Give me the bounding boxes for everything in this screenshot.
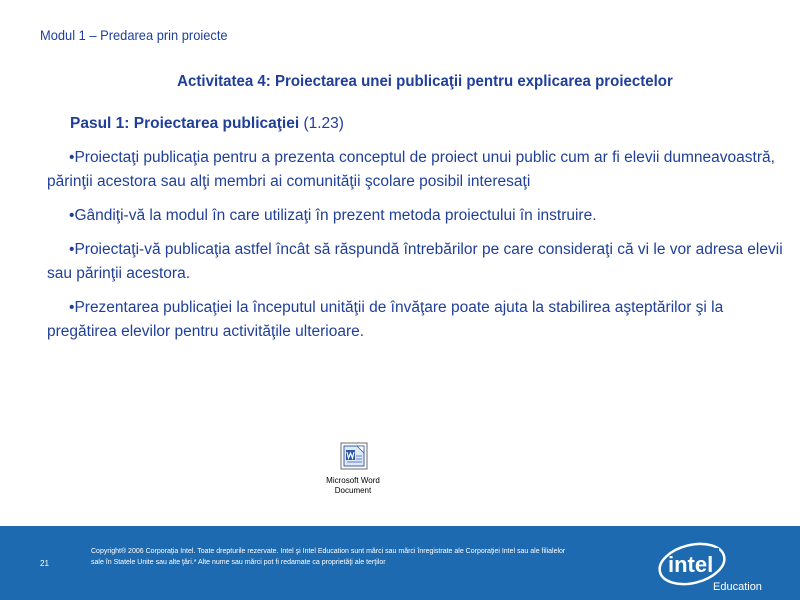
- bullet-item-3: [47, 238, 787, 286]
- module-header: Modul 1 – Predarea prin proiecte: [40, 27, 228, 43]
- step-ref: (1.23): [303, 115, 344, 132]
- bullet-marker: •: [69, 241, 75, 258]
- intel-education-logo: [655, 536, 765, 596]
- step-heading: [47, 112, 787, 136]
- bullet-text: Proiectaţi-vă publicaţia astfel încât să răspundă întrebărilor pe care consideraţi că vi le vor adresa elevii sau părinţii acestora.: [47, 241, 783, 282]
- bullet-item-1: [47, 146, 787, 194]
- bullet-marker: •: [69, 207, 75, 224]
- bullet-text: Proiectaţi publicaţia pentru a prezenta conceptul de proiect unui public cum ar fi elevii dumneavoastră, părinţii acestora sau alţi membri ai comunităţii şcolare posibil interesaţi: [47, 149, 775, 190]
- bullet-text: Prezentarea publicaţiei la începutul unităţii de învăţare poate ajuta la stabilirea aşteptărilor şi la pregătirea elevilor pentru activităţile ulterioare.: [47, 299, 724, 340]
- slide-title: Activitatea 4: Proiectarea unei publicaţii pentru explicarea proiectelor: [177, 73, 673, 90]
- page-number: 21: [40, 559, 49, 568]
- word-document-icon[interactable]: [340, 442, 368, 470]
- word-document-label[interactable]: [315, 476, 391, 496]
- step-label: Pasul 1: Proiectarea publicaţiei: [70, 115, 300, 132]
- copyright-line1: Copyright® 2006 Corporaţia Intel. Toate drepturile rezervate. Intel şi Intel Education sunt mărci sau mărci înregistrate ale Corporaţiei Intel sau ale filialelor: [91, 548, 566, 555]
- copyright-line2: sale în Statele Unite sau alte ţări.* Alte nume sau mărci pot fi redamate ca proprietăţi ale terţilor: [91, 559, 386, 566]
- bullet-item-2: [47, 204, 787, 228]
- copyright-notice: [91, 546, 621, 568]
- bullet-marker: •: [69, 299, 75, 316]
- logo-sub-text: Education: [713, 581, 762, 593]
- logo-brand-text: intel: [668, 552, 714, 577]
- bullet-item-4: [47, 296, 787, 344]
- slide-body: [47, 112, 787, 354]
- bullet-text: Gândiţi-vă la modul în care utilizaţi în prezent metoda proiectului în instruire.: [74, 207, 597, 224]
- doc-label-line2: Document: [334, 486, 372, 495]
- doc-label-line1: Microsoft Word: [326, 476, 380, 485]
- footer-bar: [0, 526, 800, 600]
- bullet-marker: •: [69, 149, 75, 166]
